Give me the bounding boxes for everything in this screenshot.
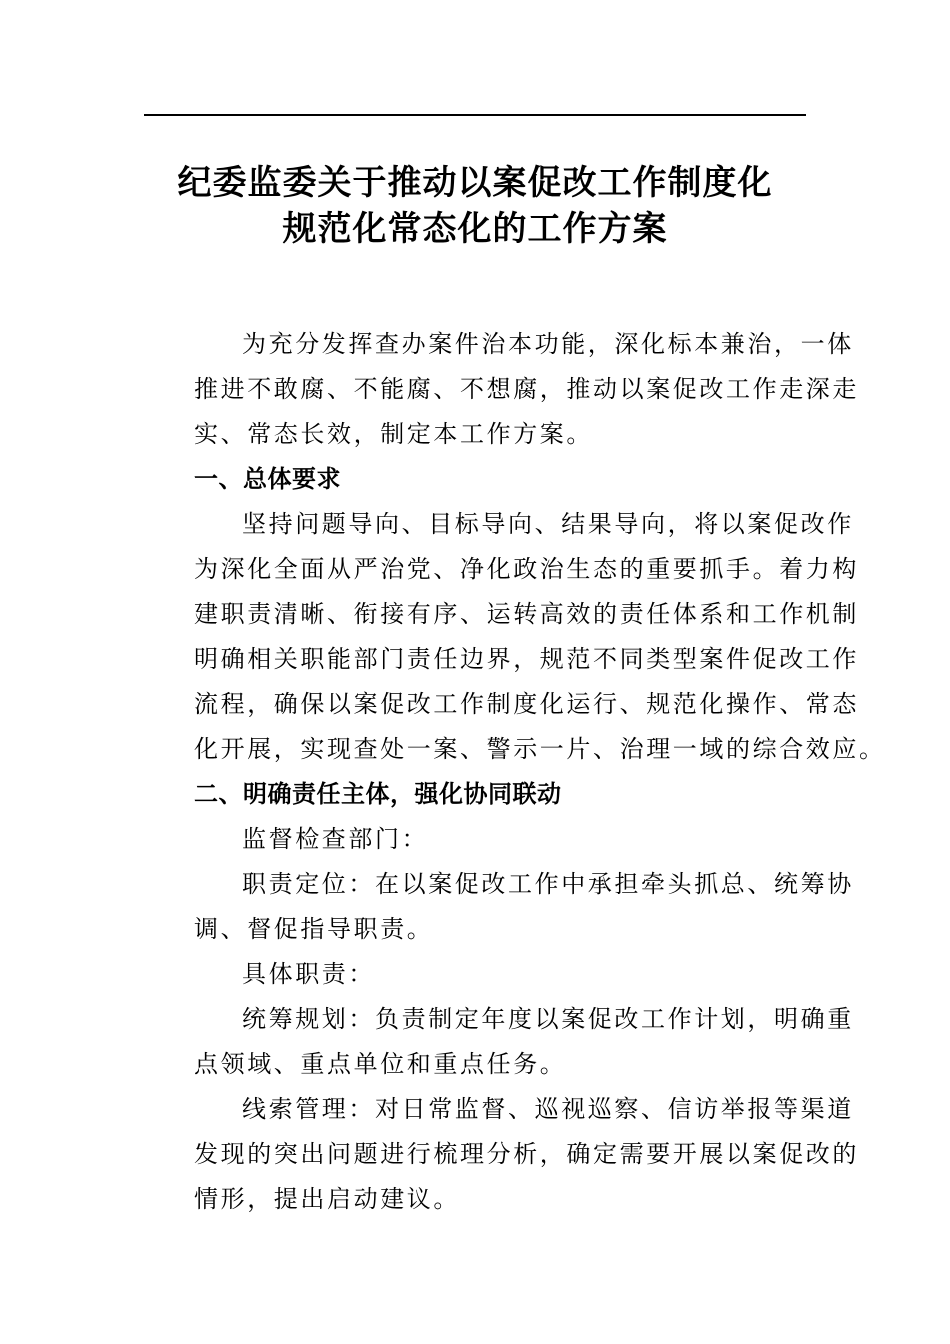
section-heading-1: 一、总体要求 bbox=[194, 465, 341, 493]
document-body bbox=[146, 322, 886, 1222]
title-line-1: 纪委监委关于推动以案促改工作制度化 bbox=[177, 163, 773, 203]
text-line: 推进不敢腐、不能腐、不想腐，推动以案促改工作走深走 bbox=[194, 375, 859, 403]
text-line: 化开展，实现查处一案、警示一片、治理一域的综合效应。 bbox=[194, 735, 886, 763]
section-heading-2: 二、明确责任主体，强化协同联动 bbox=[194, 780, 562, 808]
text-line: 坚持问题导向、目标导向、结果导向，将以案促改作 bbox=[242, 510, 854, 538]
text-line: 实、常态长效，制定本工作方案。 bbox=[194, 420, 593, 448]
document-title bbox=[144, 160, 806, 252]
text-line: 调、督促指导职责。 bbox=[194, 915, 434, 943]
text-line: 线索管理：对日常监督、巡视巡察、信访举报等渠道 bbox=[242, 1095, 854, 1123]
paragraph-requirements bbox=[146, 502, 886, 772]
text-line: 流程，确保以案促改工作制度化运行、规范化操作、常态 bbox=[194, 690, 859, 718]
text-line: 具体职责： bbox=[242, 960, 375, 988]
top-rule bbox=[144, 114, 806, 116]
paragraph-supervision-dept bbox=[146, 817, 806, 862]
text-line: 为深化全面从严治党、净化政治生态的重要抓手。着力构 bbox=[194, 555, 859, 583]
text-line: 发现的突出问题进行梳理分析，确定需要开展以案促改的 bbox=[194, 1140, 859, 1168]
text-line: 建职责清晰、衔接有序、运转高效的责任体系和工作机制 bbox=[194, 600, 859, 628]
paragraph-intro bbox=[146, 322, 859, 457]
text-line: 为充分发挥查办案件治本功能，深化标本兼治，一体 bbox=[242, 330, 854, 358]
paragraph-duties-label bbox=[146, 952, 806, 997]
text-line: 监督检查部门： bbox=[242, 825, 429, 853]
text-line: 职责定位：在以案促改工作中承担牵头抓总、统筹协 bbox=[242, 870, 854, 898]
paragraph-clue-management bbox=[146, 1087, 859, 1222]
text-line: 明确相关职能部门责任边界，规范不同类型案件促改工作 bbox=[194, 645, 859, 673]
text-line: 点领域、重点单位和重点任务。 bbox=[194, 1050, 567, 1078]
text-line: 情形，提出启动建议。 bbox=[194, 1185, 460, 1213]
paragraph-planning bbox=[146, 997, 854, 1087]
title-line-2: 规范化常态化的工作方案 bbox=[282, 209, 668, 249]
text-line: 统筹规划：负责制定年度以案促改工作计划，明确重 bbox=[242, 1005, 854, 1033]
paragraph-role bbox=[146, 862, 854, 952]
